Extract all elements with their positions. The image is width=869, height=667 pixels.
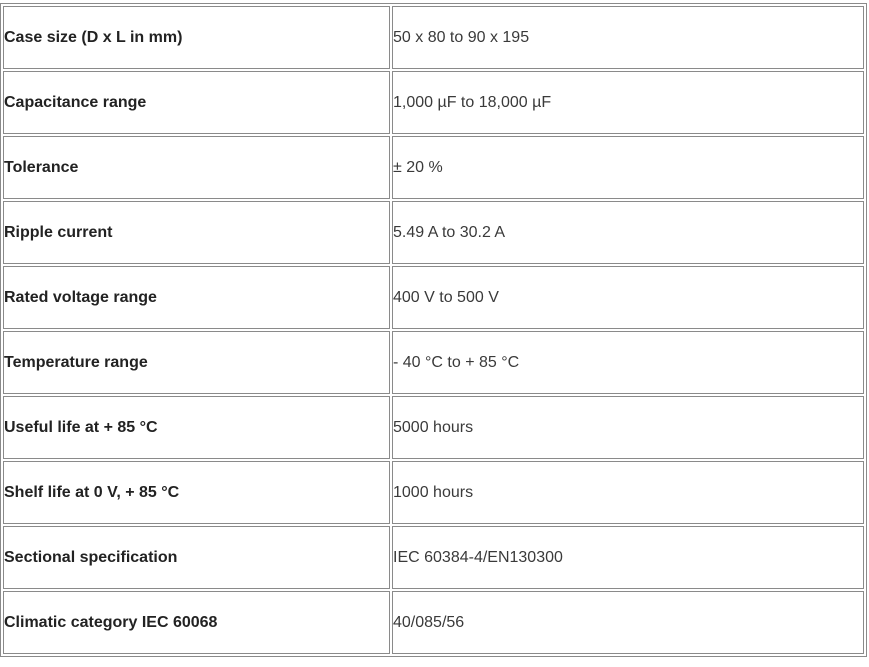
- spec-value: ± 20 %: [392, 136, 864, 199]
- spec-value: 1,000 µF to 18,000 µF: [392, 71, 864, 134]
- table-row: [3, 461, 864, 524]
- table-row: [3, 201, 864, 264]
- spec-label: Temperature range: [3, 331, 390, 394]
- specifications-table-body: [3, 6, 864, 654]
- specifications-table: [0, 3, 867, 657]
- table-row: [3, 396, 864, 459]
- spec-value: 5000 hours: [392, 396, 864, 459]
- spec-value: IEC 60384-4/EN130300: [392, 526, 864, 589]
- table-row: [3, 331, 864, 394]
- spec-label: Tolerance: [3, 136, 390, 199]
- spec-label: Rated voltage range: [3, 266, 390, 329]
- spec-label: Sectional specification: [3, 526, 390, 589]
- table-row: [3, 526, 864, 589]
- table-row: [3, 266, 864, 329]
- spec-label: Climatic category IEC 60068: [3, 591, 390, 654]
- table-row: [3, 591, 864, 654]
- spec-value: 400 V to 500 V: [392, 266, 864, 329]
- table-row: [3, 136, 864, 199]
- spec-label: Case size (D x L in mm): [3, 6, 390, 69]
- spec-value: 5.49 A to 30.2 A: [392, 201, 864, 264]
- spec-value: 50 x 80 to 90 x 195: [392, 6, 864, 69]
- spec-label: Useful life at + 85 °C: [3, 396, 390, 459]
- spec-value: 1000 hours: [392, 461, 864, 524]
- spec-label: Capacitance range: [3, 71, 390, 134]
- spec-value: 40/085/56: [392, 591, 864, 654]
- table-row: [3, 6, 864, 69]
- spec-label: Ripple current: [3, 201, 390, 264]
- spec-value: - 40 °C to + 85 °C: [392, 331, 864, 394]
- spec-label: Shelf life at 0 V, + 85 °C: [3, 461, 390, 524]
- table-row: [3, 71, 864, 134]
